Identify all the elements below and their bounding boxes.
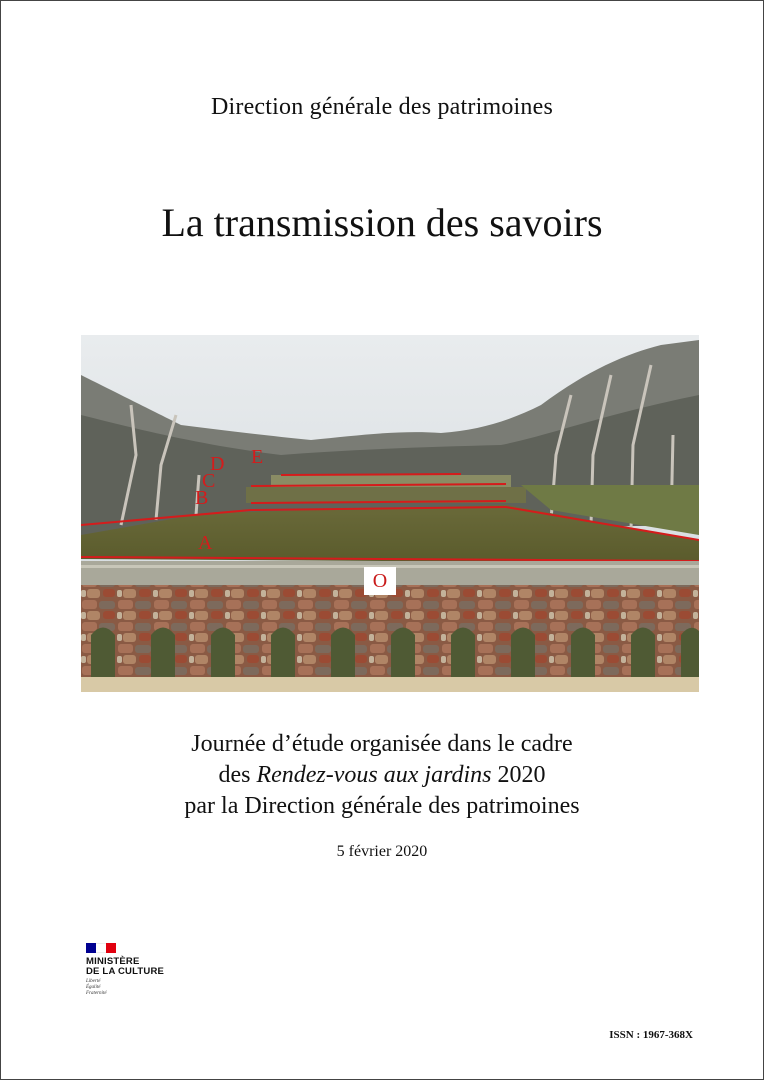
motto-word: Fraternité <box>86 991 107 996</box>
logo-line-2: DE LA CULTURE <box>86 966 165 977</box>
issn-number: ISSN : 1967-368X <box>609 1029 693 1041</box>
terrace-label-e: E <box>251 446 264 468</box>
motto-word: Égalité <box>86 985 101 990</box>
description-line-1: Journée d’étude organisée dans le cadre <box>191 731 573 757</box>
french-flag-icon <box>86 943 116 953</box>
logo-line-1: MINISTÈRE <box>86 956 140 967</box>
terrace-label-c: C <box>202 470 216 492</box>
terrace-label-a: A <box>198 532 213 554</box>
description-line-2-suffix: 2020 <box>491 762 546 788</box>
terrace-label-d: D <box>210 453 225 475</box>
description-line-2-prefix: des <box>218 762 257 788</box>
ministry-logo <box>86 943 196 997</box>
point-label-o: O <box>364 567 396 595</box>
event-date: 5 février 2020 <box>336 843 428 860</box>
terrace-label-b: B <box>195 487 209 509</box>
event-name: Rendez-vous aux jardins <box>256 762 492 788</box>
description-line-3: par la Direction générale des patrimoines <box>184 793 580 819</box>
garden-terraces-photo <box>81 335 699 692</box>
event-description <box>1 729 763 822</box>
republic-motto <box>86 979 196 997</box>
description-line-2 <box>1 760 763 791</box>
motto-word: Liberté <box>86 979 101 984</box>
document-title: La transmission des savoirs <box>161 200 603 245</box>
organization-header: Direction générale des patrimoines <box>210 94 553 120</box>
photo-illustration <box>81 335 699 692</box>
